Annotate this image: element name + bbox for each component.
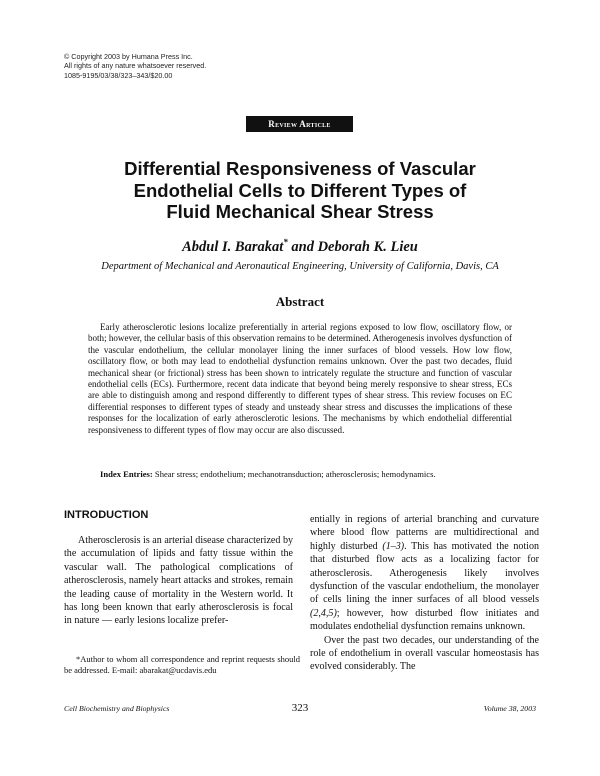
article-title (60, 158, 540, 223)
copyright-line: © Copyright 2003 by Humana Press Inc. (64, 52, 193, 61)
author-name: Deborah K. Lieu (317, 238, 418, 255)
author-conjunction: and (287, 238, 318, 255)
body-paragraph: Atherosclerosis is an arterial disease characterized by the accumulation of lipids and fatty tissue within the vascular wall. The pathological complications of atherosclerosis, namely heart attacks and strokes, remain the leading cause of mortality in the Western world. It has long been known that early atherosclerosis is focal in nature — early lesions localize prefer- (64, 535, 293, 627)
correspondence-footnote: *Author to whom all correspondence and reprint requests should be addressed. E-mail: abarakat@ucdavis.edu (64, 654, 300, 675)
article-type-badge: Review Article (246, 116, 353, 132)
paragraph-text: . This has motivated the notion that disturbed flow acts as a localizing factor for atherosclerosis. Atherogenesis likely involves dysfunction of the vascular endothelium, the monolayer of cells lining the inner surfaces of all blood vessels (310, 540, 539, 606)
corresponding-mark: * (283, 237, 288, 247)
citation-ref: (1–3) (382, 540, 405, 552)
citation-ref: (2,4,5) (310, 607, 337, 619)
title-line: Endothelial Cells to Different Types of (133, 179, 467, 201)
title-line: Fluid Mechanical Shear Stress (166, 201, 434, 222)
paragraph-text: entially in regions of arterial branching and curvature where blood flow patterns are multidirectional and highly disturbed (310, 514, 539, 552)
abstract-heading: Abstract (275, 294, 325, 309)
affiliation: Department of Mechanical and Aeronautical Engineering, University of California, Davis, CA (101, 261, 499, 272)
right-column (310, 513, 539, 674)
authors (60, 233, 540, 256)
section-heading: INTRODUCTION (64, 509, 149, 521)
volume-info: Volume 38, 2003 (483, 704, 536, 713)
body-paragraph: Over the past two decades, our understanding of the role of endothelium in overall vascular homeostasis has evolved considerably. The (310, 634, 539, 673)
title-line: Differential Responsiveness of Vascular (124, 158, 476, 179)
copyright-block (64, 52, 206, 80)
left-column (64, 508, 293, 628)
page-number: 323 (291, 702, 309, 714)
issn-line: 1085-9195/03/38/323–343/$20.00 (64, 70, 173, 80)
author-name: Abdul I. Barakat (182, 238, 284, 255)
journal-name: Cell Biochemistry and Biophysics (64, 704, 170, 713)
index-label: Index Entries: (100, 469, 153, 479)
abstract-text: Early atherosclerotic lesions localize preferentially in arterial regions exposed to low flow, oscillatory flow, or both; however, the cellular basis of this observation remains to be determined. Atherogenesis involves dysfunction of the vascular endothelium, the cellular monolayer lining the inner surfaces of blood vessels. How low flow, oscillatory flow, or both may lead to endothelial dysfunction remains unknown. Over the past two decades, fluid mechanical shear (or frictional) stress has been shown to intricately regulate the structure and function of vascular endothelial cells (ECs). Furthermore, recent data indicate that beyond being merely responsive to shear stress, ECs are able to distinguish among and respond differently to different types of shear stress. This review focuses on EC differential responses to different types of steady and unsteady shear stress and discusses the implications of these responses for the localization of early atherosclerotic lesions. The mechanisms by which endothelial differential responsiveness to different types of flow may occur are also discussed. (88, 322, 512, 435)
body-paragraph (310, 513, 539, 634)
paragraph-text: ; however, how disturbed flow initiates and modulates endothelial dysfunction remains unknown. (310, 607, 539, 633)
index-entries (100, 469, 520, 480)
rights-line: All rights of any nature whatsoever reserved. (64, 61, 207, 71)
index-terms: Shear stress; endothelium; mechanotransduction; atherosclerosis; hemodynamics. (152, 469, 436, 479)
